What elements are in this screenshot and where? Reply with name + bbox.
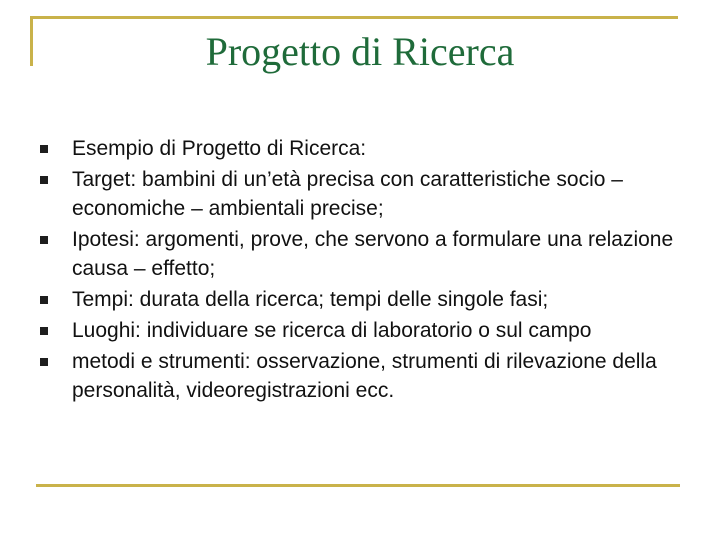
frame-bottom-rule (36, 484, 680, 487)
bullet-item (38, 285, 678, 314)
bullet-item (38, 165, 678, 223)
bullet-list (38, 134, 678, 407)
square-bullet-icon (40, 327, 48, 335)
slide-title: Progetto di Ricerca (205, 29, 515, 74)
bullet-item (38, 225, 678, 283)
bullet-item (38, 134, 678, 163)
bullet-item (38, 316, 678, 345)
bullet-text: metodi e strumenti: osservazione, strumenti di rilevazione della personalità, videoregistrazioni ecc. (72, 350, 657, 402)
square-bullet-icon (40, 145, 48, 153)
bullet-text: Ipotesi: argomenti, prove, che servono a formulare una relazione causa – effetto; (72, 228, 674, 280)
square-bullet-icon (40, 176, 48, 184)
square-bullet-icon (40, 358, 48, 366)
bullet-text: Luoghi: individuare se ricerca di laboratorio o sul campo (72, 319, 592, 342)
bullet-text: Target: bambini di un’età precisa con caratteristiche socio – economiche – ambientali precise; (72, 168, 623, 220)
bullet-text: Tempi: durata della ricerca; tempi delle singole fasi; (72, 288, 549, 311)
frame-top-rule (30, 16, 678, 19)
bullet-item (38, 347, 678, 405)
square-bullet-icon (40, 296, 48, 304)
bullet-text: Esempio di Progetto di Ricerca: (72, 137, 367, 160)
square-bullet-icon (40, 236, 48, 244)
